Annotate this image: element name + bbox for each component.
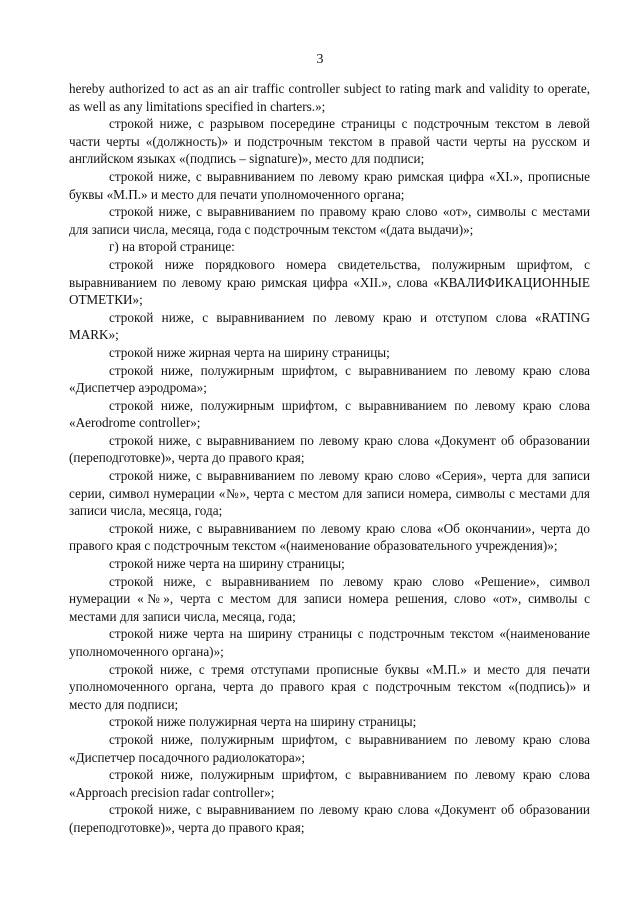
- paragraph: строкой ниже жирная черта на ширину страницы;: [109, 344, 390, 360]
- document-body: [69, 80, 590, 837]
- paragraph: строкой ниже полужирная черта на ширину страницы;: [109, 714, 417, 730]
- paragraph: строкой ниже, с тремя отступами прописные буквы «М.П.» и место для печати уполномоченного органа, черта до правого края с подстрочным текстом «(подпись)» и место для подписи;: [69, 661, 590, 712]
- paragraph: hereby authorized to act as an air traffic controller subject to rating mark and validity to operate, as well as any limitations specified in charters.»;: [69, 81, 590, 114]
- paragraph: г) на второй странице:: [109, 239, 235, 255]
- paragraph: строкой ниже, полужирным шрифтом, с выравниванием по левому краю слова «Approach precision radar controller»;: [69, 767, 590, 800]
- paragraph: строкой ниже, с выравниванием по левому краю слова «Об окончании», черта до правого края с подстрочным текстом «(наименование образовательного учреждения)»;: [69, 520, 590, 554]
- paragraph: строкой ниже, полужирным шрифтом, с выравниванием по левому краю слова «Aerodrome controller»;: [69, 397, 590, 431]
- paragraph: строкой ниже черта на ширину страницы;: [109, 556, 345, 572]
- paragraph: строкой ниже, с выравниванием по левому краю слова «Документ об образовании (переподготовке)», черта до правого края;: [69, 802, 590, 835]
- paragraph: строкой ниже черта на ширину страницы с подстрочным текстом «(наименование уполномоченного органа)»;: [69, 626, 590, 659]
- paragraph: строкой ниже, полужирным шрифтом, с выравниванием по левому краю слова «Диспетчер аэродрома»;: [69, 362, 590, 396]
- paragraph: строкой ниже, с выравниванием по левому краю и отступом слова «RATING MARK»;: [69, 309, 590, 343]
- paragraph: строкой ниже порядкового номера свидетельства, полужирным шрифтом, с выравниванием по левому краю римская цифра «XII.», слова «КВАЛИФИКАЦИОННЫЕ ОТМЕТКИ»;: [69, 256, 590, 308]
- paragraph: строкой ниже, с разрывом посередине страницы с подстрочным текстом в левой части черты «(должность)» и подстрочным текстом в правой части черты на русском и английском языках «(подпись – signature)», место для подписи;: [69, 116, 590, 167]
- paragraph: строкой ниже, с выравниванием по левому краю римская цифра «XI.», прописные буквы «М.П.» и место для печати уполномоченного органа;: [69, 168, 590, 202]
- paragraph: строкой ниже, с выравниванием по правому краю слово «от», символы с местами для записи числа, месяца, года с подстрочным текстом «(дата выдачи)»;: [69, 204, 590, 237]
- paragraph: строкой ниже, полужирным шрифтом, с выравниванием по левому краю слова «Диспетчер посадочного радиолокатора»;: [69, 731, 590, 765]
- page-number: 3: [316, 52, 324, 67]
- paragraph: строкой ниже, с выравниванием по левому краю слова «Документ об образовании (переподготовке)», черта до правого края;: [69, 432, 590, 466]
- paragraph: строкой ниже, с выравниванием по левому краю слово «Серия», черта для записи серии, символ нумерации «№», черта с местом для записи номера, символы с местами для записи числа, месяца, года;: [69, 468, 590, 519]
- paragraph: строкой ниже, с выравниванием по левому краю слово «Решение», символ нумерации «№», черта с местом для записи номера решения, слово «от», символы с местами для записи числа, месяца, года;: [69, 573, 590, 624]
